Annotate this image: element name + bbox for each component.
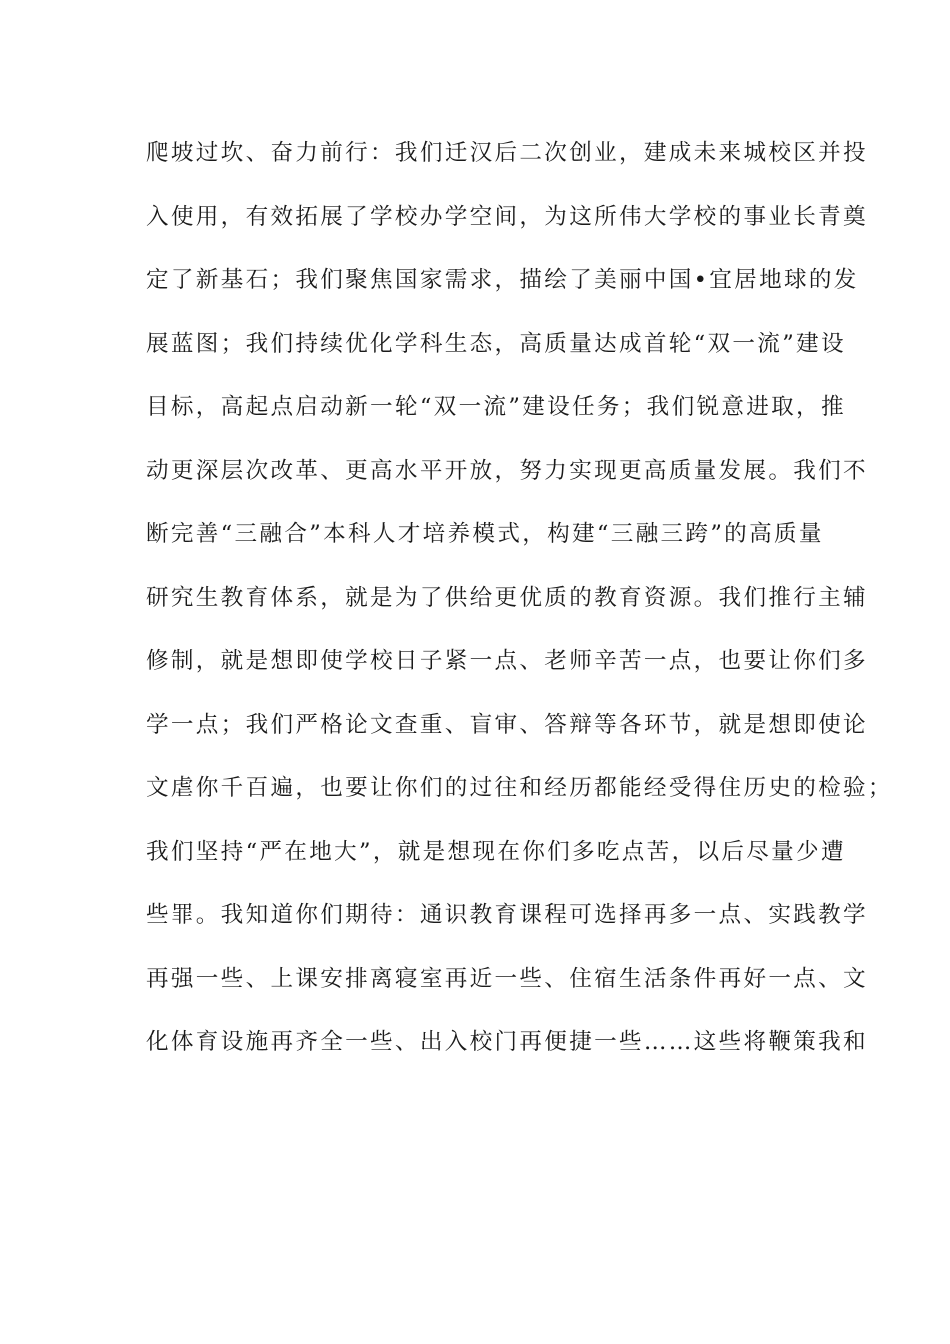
text-line: 研究生教育体系，就是为了供给更优质的教育资源。我们推行主辅 (146, 584, 868, 611)
text-line: 些罪。我知道你们期待：通识教育课程可选择再多一点、实践教学 (146, 902, 868, 928)
text-line: 动更深层次改革、更高水平开放，努力实现更高质量发展。我们不 (146, 457, 868, 484)
text-line: 断完善“三融合”本科人才培养模式，构建“三融三跨”的高质量 (146, 521, 824, 547)
text-line: 入使用，有效拓展了学校办学空间，为这所伟大学校的事业长青奠 (146, 203, 868, 230)
text-line: 定了新基石；我们聚焦国家需求，描绘了美丽中国•宜居地球的发 (146, 267, 859, 293)
text-line: 文虐你千百遍，也要让你们的过往和经历都能经受得住历史的检验； (146, 775, 893, 801)
text-line: 爬坡过坎、奋力前行：我们迁汉后二次创业，建成未来城校区并投 (146, 140, 868, 166)
text-line: 展蓝图；我们持续优化学科生态，高质量达成首轮“双一流”建设 (146, 330, 846, 357)
text-line: 修制，就是想即使学校日子紧一点、老师辛苦一点，也要让你们多 (146, 648, 868, 674)
body-paragraph (146, 133, 893, 1086)
text-line: 化体育设施再齐全一些、出入校门再便捷一些……这些将鞭策我和 (146, 1029, 868, 1055)
text-line: 再强一些、上课安排离寝室再近一些、住宿生活条件再好一点、文 (146, 965, 868, 992)
text-line: 目标，高起点启动新一轮“双一流”建设任务；我们锐意进取，推 (146, 394, 846, 420)
text-line: 我们坚持“严在地大”，就是想现在你们多吃点苦，以后尽量少遭 (146, 838, 846, 865)
text-line: 学一点；我们严格论文查重、盲审、答辩等各环节，就是想即使论 (146, 711, 868, 738)
